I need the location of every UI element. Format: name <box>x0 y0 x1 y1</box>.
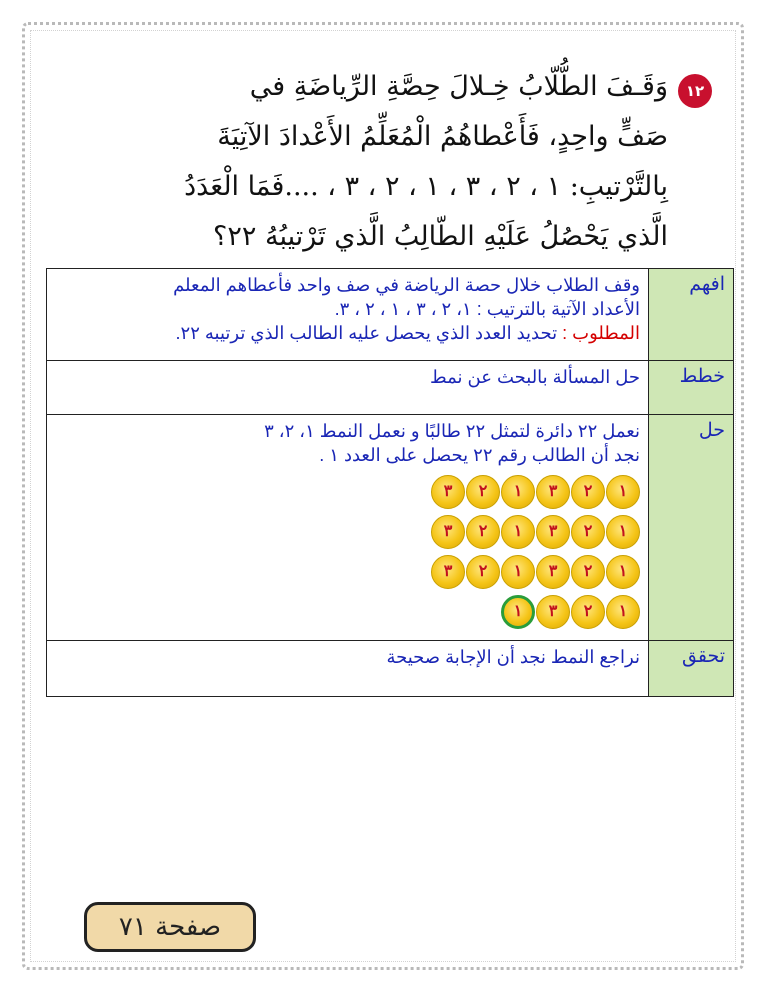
circle-row <box>55 553 640 591</box>
label-solve: حل <box>649 415 734 641</box>
label-plan: خطط <box>649 361 734 415</box>
page-number-badge: صفحة ٧١ <box>84 902 256 952</box>
pattern-circle: ١ <box>606 515 640 549</box>
pattern-circle: ١ <box>501 475 535 509</box>
solve-line1: نعمل ٢٢ دائرة لتمثل ٢٢ طالبًا و نعمل النمط ١، ٢، ٣ <box>264 421 640 441</box>
pattern-circle: ٢ <box>571 515 605 549</box>
content-plan: حل المسألة بالبحث عن نمط <box>47 361 649 415</box>
label-understand: افهم <box>649 269 734 361</box>
content-solve <box>47 415 649 641</box>
content-understand <box>47 269 649 361</box>
pattern-circle: ١ <box>501 555 535 589</box>
answer-circle: ١ <box>501 595 535 629</box>
required-text: تحديد العدد الذي يحصل عليه الطالب الذي ترتيبه ٢٢. <box>175 323 563 343</box>
circle-row <box>55 513 640 551</box>
pattern-circle: ١ <box>501 515 535 549</box>
circle-row <box>55 593 640 631</box>
pattern-circle: ٣ <box>536 555 570 589</box>
pattern-circle: ١ <box>606 555 640 589</box>
label-check: تحقق <box>649 641 734 697</box>
pattern-circle: ٢ <box>571 595 605 629</box>
pattern-circle: ١ <box>606 595 640 629</box>
row-check <box>47 641 734 697</box>
pattern-circle: ٣ <box>431 515 465 549</box>
row-understand <box>47 269 734 361</box>
pattern-circle: ٢ <box>466 555 500 589</box>
circle-row <box>55 473 640 511</box>
pattern-circle-grid <box>55 467 640 631</box>
understand-line1: وقف الطلاب خلال حصة الرياضة في صف واحد فأعطاهم المعلم <box>173 275 640 295</box>
required-label: المطلوب : <box>562 323 640 343</box>
understand-line2: الأعداد الآتية بالترتيب : ١، ٢ ، ٣ ، ١ ، ٢ ، ٣. <box>334 299 640 319</box>
pattern-circle: ٣ <box>536 515 570 549</box>
row-plan <box>47 361 734 415</box>
pattern-circle: ١ <box>606 475 640 509</box>
solve-line2: نجد أن الطالب رقم ٢٢ يحصل على العدد ١ . <box>319 445 640 465</box>
row-solve <box>47 415 734 641</box>
pattern-circle: ٣ <box>431 555 465 589</box>
question-text: وَقَـفَ الطُّلّابُ خِـلالَ حِصَّةِ الرِّياضَةِ في صَفٍّ واحِدٍ، فَأَعْطاهُمُ الْمُعَلِّمُ الأَعْدادَ الآتِيَةَ بِالتَّرْتيبِ: ١ ، ٢ ، ٣ ، ١ ، ٢ ، ٣ ، ....فَمَا الْعَدَدُ الَّذي يَحْصُلُ عَلَيْهِ الطّالِبُ الَّذي تَرْتيبُهُ ٢٢؟ <box>184 71 668 252</box>
pattern-circle: ٣ <box>536 595 570 629</box>
pattern-circle: ٢ <box>571 475 605 509</box>
pattern-circle: ٢ <box>466 475 500 509</box>
pattern-circle: ٣ <box>431 475 465 509</box>
pattern-circle: ٣ <box>536 475 570 509</box>
question-number-badge: ١٢ <box>678 74 712 108</box>
pattern-circle: ٢ <box>571 555 605 589</box>
understand-required <box>55 321 640 345</box>
pattern-circle: ٢ <box>466 515 500 549</box>
question-block <box>60 62 712 262</box>
content-check: نراجع النمط نجد أن الإجابة صحيحة <box>47 641 649 697</box>
solution-table <box>46 268 734 697</box>
